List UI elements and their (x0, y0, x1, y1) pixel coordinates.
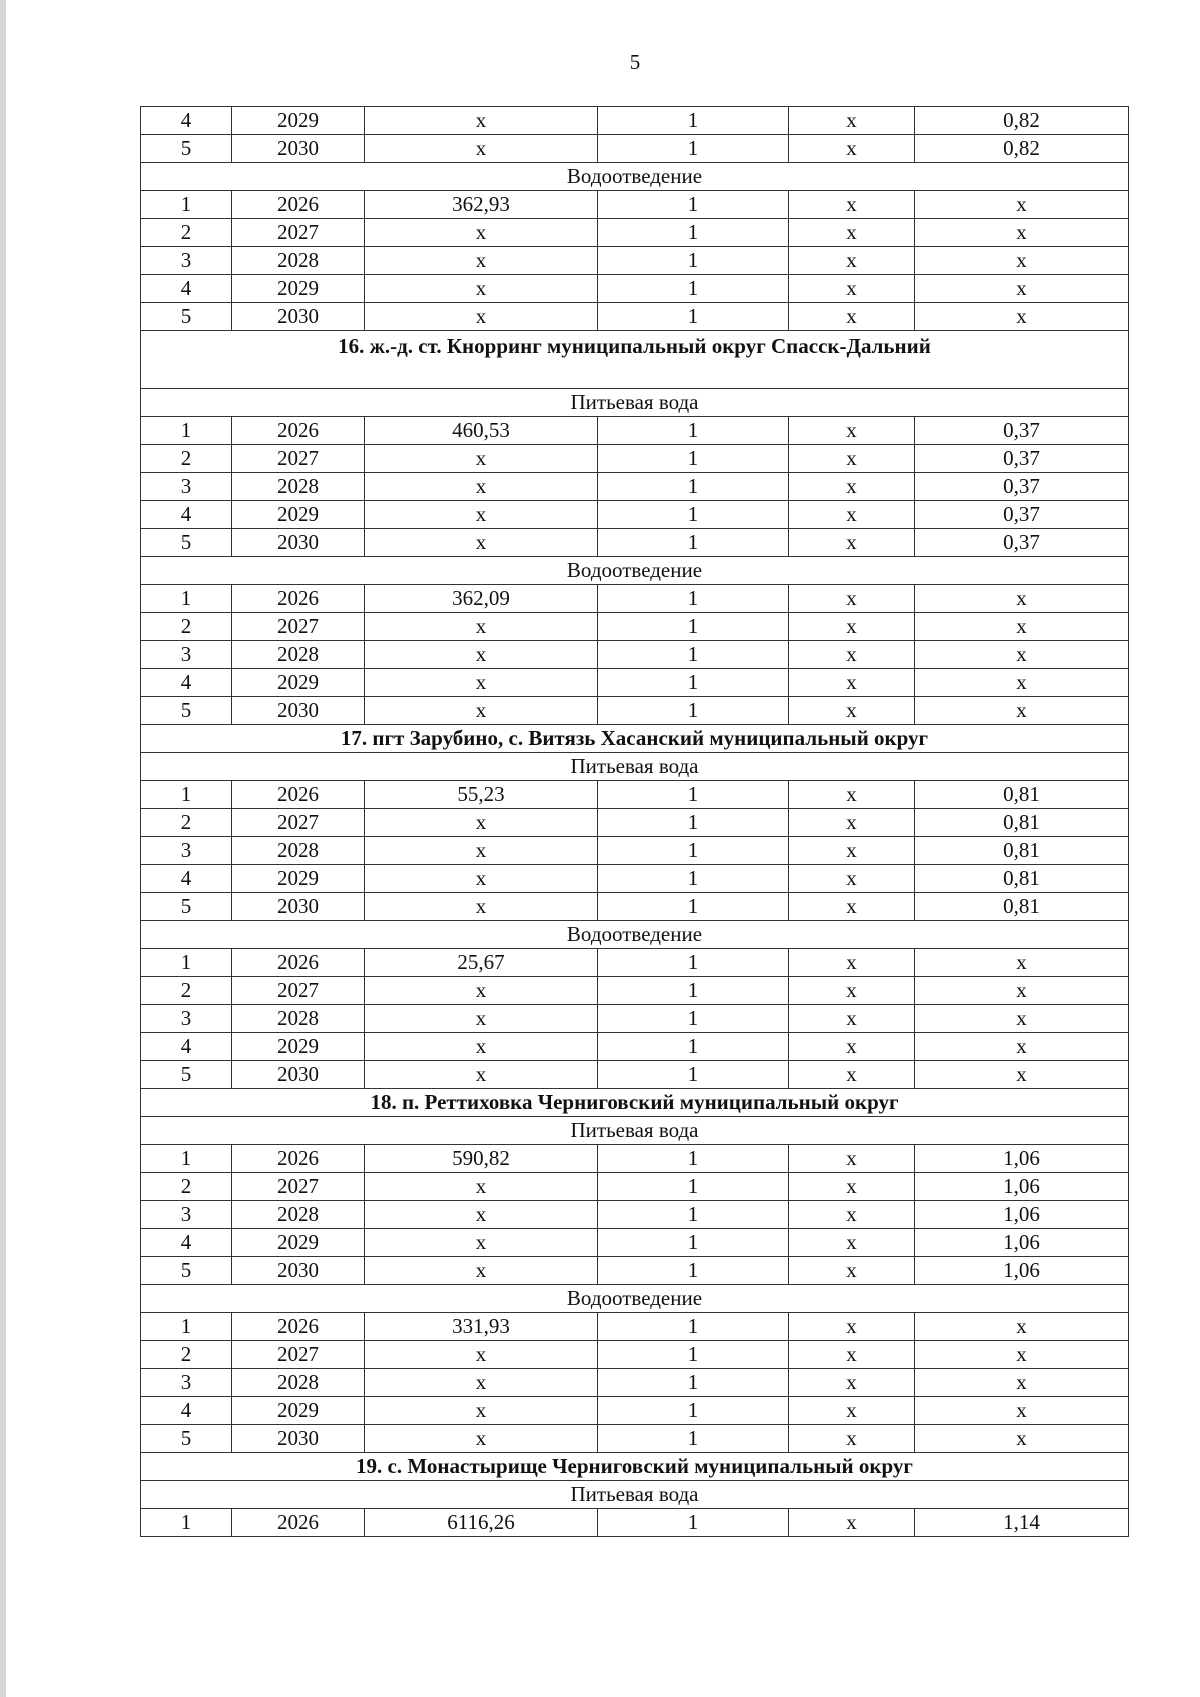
row-number-cell: 3 (141, 1369, 232, 1397)
table-row (141, 303, 1129, 331)
indicator-cell: 1,14 (915, 1509, 1129, 1537)
indicator-cell: 0,81 (915, 781, 1129, 809)
value-cell: 460,53 (365, 417, 598, 445)
row-number-cell: 1 (141, 1509, 232, 1537)
coefficient-cell: 1 (598, 1145, 789, 1173)
value-cell: х (365, 135, 598, 163)
table-row (141, 1005, 1129, 1033)
row-number-cell: 2 (141, 1341, 232, 1369)
x-cell: х (789, 1061, 915, 1089)
table-row (141, 473, 1129, 501)
table-row (141, 529, 1129, 557)
row-number-cell: 2 (141, 977, 232, 1005)
year-cell: 2030 (232, 303, 365, 331)
indicator-cell: 0,37 (915, 501, 1129, 529)
indicator-cell: 0,82 (915, 107, 1129, 135)
x-cell: х (789, 1145, 915, 1173)
coefficient-cell: 1 (598, 1369, 789, 1397)
coefficient-cell: 1 (598, 1341, 789, 1369)
indicator-cell: 0,37 (915, 417, 1129, 445)
x-cell: х (789, 1229, 915, 1257)
x-cell: х (789, 191, 915, 219)
table-row (141, 135, 1129, 163)
x-cell: х (789, 1173, 915, 1201)
coefficient-cell: 1 (598, 303, 789, 331)
table-row (141, 893, 1129, 921)
value-cell: х (365, 247, 598, 275)
value-cell: х (365, 1397, 598, 1425)
row-number-cell: 5 (141, 893, 232, 921)
x-cell: х (789, 1369, 915, 1397)
value-cell: х (365, 1229, 598, 1257)
indicator-cell: х (915, 697, 1129, 725)
section-heading-row (141, 163, 1129, 191)
year-cell: 2030 (232, 529, 365, 557)
table-row (141, 1145, 1129, 1173)
section-heading: Водоотведение (141, 557, 1129, 585)
section-heading-row (141, 389, 1129, 417)
table-row (141, 1341, 1129, 1369)
year-cell: 2030 (232, 1061, 365, 1089)
indicator-cell: 1,06 (915, 1173, 1129, 1201)
indicator-cell: х (915, 219, 1129, 247)
row-number-cell: 3 (141, 837, 232, 865)
region-heading-row (141, 1089, 1129, 1117)
x-cell: х (789, 1397, 915, 1425)
table-body (141, 107, 1129, 1537)
section-heading: Водоотведение (141, 921, 1129, 949)
page-number: 5 (629, 50, 641, 74)
year-cell: 2029 (232, 1033, 365, 1061)
section-heading: Питьевая вода (141, 1117, 1129, 1145)
year-cell: 2026 (232, 191, 365, 219)
row-number-cell: 2 (141, 809, 232, 837)
section-heading: Водоотведение (141, 163, 1129, 191)
x-cell: х (789, 445, 915, 473)
row-number-cell: 1 (141, 1145, 232, 1173)
coefficient-cell: 1 (598, 949, 789, 977)
coefficient-cell: 1 (598, 585, 789, 613)
x-cell: х (789, 949, 915, 977)
row-number-cell: 1 (141, 417, 232, 445)
year-cell: 2030 (232, 1257, 365, 1285)
value-cell: 331,93 (365, 1313, 598, 1341)
year-cell: 2029 (232, 275, 365, 303)
indicator-cell: х (915, 303, 1129, 331)
row-number-cell: 4 (141, 501, 232, 529)
table-row (141, 445, 1129, 473)
indicator-cell: 0,37 (915, 473, 1129, 501)
coefficient-cell: 1 (598, 473, 789, 501)
x-cell: х (789, 303, 915, 331)
year-cell: 2027 (232, 977, 365, 1005)
indicator-cell: 1,06 (915, 1257, 1129, 1285)
table-row (141, 1229, 1129, 1257)
row-number-cell: 5 (141, 697, 232, 725)
coefficient-cell: 1 (598, 1201, 789, 1229)
row-number-cell: 4 (141, 1229, 232, 1257)
value-cell: х (365, 865, 598, 893)
indicator-cell: 1,06 (915, 1201, 1129, 1229)
year-cell: 2027 (232, 1173, 365, 1201)
indicator-cell: х (915, 585, 1129, 613)
year-cell: 2026 (232, 949, 365, 977)
section-heading: Водоотведение (141, 1285, 1129, 1313)
table-row (141, 669, 1129, 697)
value-cell: х (365, 107, 598, 135)
x-cell: х (789, 1257, 915, 1285)
x-cell: х (789, 865, 915, 893)
x-cell: х (789, 837, 915, 865)
row-number-cell: 4 (141, 1397, 232, 1425)
table-row (141, 1173, 1129, 1201)
coefficient-cell: 1 (598, 1313, 789, 1341)
x-cell: х (789, 107, 915, 135)
year-cell: 2026 (232, 1145, 365, 1173)
year-cell: 2029 (232, 865, 365, 893)
tariff-table-container (140, 106, 1128, 1537)
coefficient-cell: 1 (598, 697, 789, 725)
table-row (141, 837, 1129, 865)
section-heading-row (141, 921, 1129, 949)
year-cell: 2029 (232, 107, 365, 135)
coefficient-cell: 1 (598, 669, 789, 697)
year-cell: 2029 (232, 501, 365, 529)
x-cell: х (789, 247, 915, 275)
region-heading: 17. пгт Зарубино, с. Витязь Хасанский муниципальный округ (141, 725, 1129, 753)
coefficient-cell: 1 (598, 135, 789, 163)
year-cell: 2027 (232, 809, 365, 837)
table-row (141, 417, 1129, 445)
row-number-cell: 5 (141, 1425, 232, 1453)
year-cell: 2026 (232, 1509, 365, 1537)
row-number-cell: 3 (141, 641, 232, 669)
coefficient-cell: 1 (598, 865, 789, 893)
x-cell: х (789, 1201, 915, 1229)
coefficient-cell: 1 (598, 1257, 789, 1285)
row-number-cell: 4 (141, 107, 232, 135)
row-number-cell: 4 (141, 275, 232, 303)
year-cell: 2028 (232, 837, 365, 865)
year-cell: 2027 (232, 613, 365, 641)
indicator-cell: 1,06 (915, 1229, 1129, 1257)
indicator-cell: 0,37 (915, 529, 1129, 557)
section-heading-row (141, 557, 1129, 585)
row-number-cell: 3 (141, 1201, 232, 1229)
row-number-cell: 1 (141, 1313, 232, 1341)
indicator-cell: х (915, 1313, 1129, 1341)
scan-edge (0, 0, 6, 1697)
x-cell: х (789, 1313, 915, 1341)
region-heading-row (141, 331, 1129, 389)
x-cell: х (789, 809, 915, 837)
coefficient-cell: 1 (598, 1509, 789, 1537)
x-cell: х (789, 1033, 915, 1061)
region-heading-row (141, 725, 1129, 753)
table-row (141, 613, 1129, 641)
table-row (141, 247, 1129, 275)
coefficient-cell: 1 (598, 1397, 789, 1425)
indicator-cell: х (915, 1341, 1129, 1369)
value-cell: х (365, 473, 598, 501)
indicator-cell: х (915, 247, 1129, 275)
value-cell: х (365, 837, 598, 865)
row-number-cell: 2 (141, 1173, 232, 1201)
table-row (141, 1201, 1129, 1229)
value-cell: х (365, 893, 598, 921)
table-row (141, 1061, 1129, 1089)
x-cell: х (789, 219, 915, 247)
x-cell: х (789, 893, 915, 921)
x-cell: х (789, 977, 915, 1005)
indicator-cell: х (915, 1005, 1129, 1033)
year-cell: 2028 (232, 247, 365, 275)
table-row (141, 949, 1129, 977)
section-heading-row (141, 753, 1129, 781)
indicator-cell: х (915, 1425, 1129, 1453)
row-number-cell: 4 (141, 1033, 232, 1061)
indicator-cell: 0,82 (915, 135, 1129, 163)
indicator-cell: х (915, 1061, 1129, 1089)
year-cell: 2026 (232, 781, 365, 809)
value-cell: х (365, 613, 598, 641)
table-row (141, 1509, 1129, 1537)
value-cell: х (365, 697, 598, 725)
value-cell: х (365, 1425, 598, 1453)
row-number-cell: 5 (141, 529, 232, 557)
coefficient-cell: 1 (598, 529, 789, 557)
x-cell: х (789, 473, 915, 501)
x-cell: х (789, 135, 915, 163)
value-cell: х (365, 445, 598, 473)
table-row (141, 1397, 1129, 1425)
indicator-cell: 0,81 (915, 865, 1129, 893)
value-cell: х (365, 303, 598, 331)
row-number-cell: 4 (141, 865, 232, 893)
coefficient-cell: 1 (598, 1033, 789, 1061)
x-cell: х (789, 669, 915, 697)
row-number-cell: 5 (141, 1257, 232, 1285)
coefficient-cell: 1 (598, 837, 789, 865)
tariff-table (140, 106, 1129, 1537)
value-cell: х (365, 1257, 598, 1285)
year-cell: 2027 (232, 219, 365, 247)
coefficient-cell: 1 (598, 1229, 789, 1257)
x-cell: х (789, 613, 915, 641)
section-heading: Питьевая вода (141, 753, 1129, 781)
year-cell: 2028 (232, 1201, 365, 1229)
row-number-cell: 1 (141, 781, 232, 809)
indicator-cell: 0,81 (915, 837, 1129, 865)
x-cell: х (789, 501, 915, 529)
year-cell: 2030 (232, 697, 365, 725)
year-cell: 2030 (232, 893, 365, 921)
row-number-cell: 3 (141, 473, 232, 501)
x-cell: х (789, 1425, 915, 1453)
indicator-cell: х (915, 191, 1129, 219)
table-row (141, 865, 1129, 893)
x-cell: х (789, 1341, 915, 1369)
x-cell: х (789, 641, 915, 669)
coefficient-cell: 1 (598, 781, 789, 809)
row-number-cell: 5 (141, 135, 232, 163)
value-cell: х (365, 1201, 598, 1229)
x-cell: х (789, 585, 915, 613)
row-number-cell: 1 (141, 191, 232, 219)
value-cell: х (365, 219, 598, 247)
value-cell: 25,67 (365, 949, 598, 977)
coefficient-cell: 1 (598, 1061, 789, 1089)
indicator-cell: 0,81 (915, 809, 1129, 837)
value-cell: х (365, 1061, 598, 1089)
year-cell: 2029 (232, 1229, 365, 1257)
year-cell: 2026 (232, 417, 365, 445)
year-cell: 2027 (232, 1341, 365, 1369)
coefficient-cell: 1 (598, 191, 789, 219)
coefficient-cell: 1 (598, 501, 789, 529)
value-cell: х (365, 1369, 598, 1397)
table-row (141, 219, 1129, 247)
row-number-cell: 2 (141, 445, 232, 473)
x-cell: х (789, 1005, 915, 1033)
indicator-cell: х (915, 977, 1129, 1005)
coefficient-cell: 1 (598, 1425, 789, 1453)
value-cell: х (365, 809, 598, 837)
value-cell: х (365, 275, 598, 303)
year-cell: 2028 (232, 1005, 365, 1033)
table-row (141, 1313, 1129, 1341)
indicator-cell: х (915, 669, 1129, 697)
coefficient-cell: 1 (598, 1173, 789, 1201)
indicator-cell: х (915, 275, 1129, 303)
indicator-cell: 0,37 (915, 445, 1129, 473)
indicator-cell: х (915, 1033, 1129, 1061)
table-row (141, 1369, 1129, 1397)
x-cell: х (789, 417, 915, 445)
coefficient-cell: 1 (598, 417, 789, 445)
row-number-cell: 4 (141, 669, 232, 697)
value-cell: х (365, 529, 598, 557)
coefficient-cell: 1 (598, 107, 789, 135)
coefficient-cell: 1 (598, 219, 789, 247)
x-cell: х (789, 1509, 915, 1537)
table-row (141, 641, 1129, 669)
coefficient-cell: 1 (598, 247, 789, 275)
year-cell: 2027 (232, 445, 365, 473)
row-number-cell: 3 (141, 1005, 232, 1033)
table-row (141, 585, 1129, 613)
table-row (141, 977, 1129, 1005)
year-cell: 2026 (232, 1313, 365, 1341)
row-number-cell: 5 (141, 1061, 232, 1089)
indicator-cell: х (915, 641, 1129, 669)
year-cell: 2028 (232, 1369, 365, 1397)
row-number-cell: 2 (141, 613, 232, 641)
row-number-cell: 1 (141, 949, 232, 977)
table-row (141, 275, 1129, 303)
table-row (141, 107, 1129, 135)
value-cell: 590,82 (365, 1145, 598, 1173)
year-cell: 2030 (232, 135, 365, 163)
row-number-cell: 3 (141, 247, 232, 275)
value-cell: х (365, 669, 598, 697)
region-heading: 18. п. Реттиховка Черниговский муниципальный округ (141, 1089, 1129, 1117)
table-row (141, 809, 1129, 837)
table-row (141, 1425, 1129, 1453)
row-number-cell: 1 (141, 585, 232, 613)
value-cell: х (365, 1173, 598, 1201)
coefficient-cell: 1 (598, 445, 789, 473)
section-heading-row (141, 1481, 1129, 1509)
section-heading: Питьевая вода (141, 1481, 1129, 1509)
year-cell: 2029 (232, 669, 365, 697)
region-heading: 16. ж.-д. ст. Кнорринг муниципальный округ Спасск-Дальний (141, 331, 1129, 389)
value-cell: х (365, 1005, 598, 1033)
value-cell: х (365, 501, 598, 529)
indicator-cell: х (915, 1397, 1129, 1425)
value-cell: х (365, 1341, 598, 1369)
row-number-cell: 2 (141, 219, 232, 247)
table-row (141, 191, 1129, 219)
section-heading: Питьевая вода (141, 389, 1129, 417)
section-heading-row (141, 1285, 1129, 1313)
indicator-cell: 1,06 (915, 1145, 1129, 1173)
section-heading-row (141, 1117, 1129, 1145)
row-number-cell: 5 (141, 303, 232, 331)
table-row (141, 501, 1129, 529)
region-heading-row (141, 1453, 1129, 1481)
x-cell: х (789, 697, 915, 725)
value-cell: х (365, 977, 598, 1005)
region-heading: 19. с. Монастырище Черниговский муниципальный округ (141, 1453, 1129, 1481)
coefficient-cell: 1 (598, 809, 789, 837)
value-cell: 362,09 (365, 585, 598, 613)
table-row (141, 781, 1129, 809)
table-row (141, 697, 1129, 725)
table-row (141, 1033, 1129, 1061)
value-cell: 6116,26 (365, 1509, 598, 1537)
value-cell: х (365, 641, 598, 669)
year-cell: 2028 (232, 641, 365, 669)
coefficient-cell: 1 (598, 275, 789, 303)
x-cell: х (789, 529, 915, 557)
year-cell: 2029 (232, 1397, 365, 1425)
coefficient-cell: 1 (598, 977, 789, 1005)
value-cell: 362,93 (365, 191, 598, 219)
x-cell: х (789, 781, 915, 809)
table-row (141, 1257, 1129, 1285)
indicator-cell: х (915, 613, 1129, 641)
year-cell: 2028 (232, 473, 365, 501)
value-cell: 55,23 (365, 781, 598, 809)
coefficient-cell: 1 (598, 613, 789, 641)
x-cell: х (789, 275, 915, 303)
indicator-cell: х (915, 1369, 1129, 1397)
year-cell: 2030 (232, 1425, 365, 1453)
value-cell: х (365, 1033, 598, 1061)
year-cell: 2026 (232, 585, 365, 613)
indicator-cell: х (915, 949, 1129, 977)
indicator-cell: 0,81 (915, 893, 1129, 921)
coefficient-cell: 1 (598, 893, 789, 921)
coefficient-cell: 1 (598, 1005, 789, 1033)
coefficient-cell: 1 (598, 641, 789, 669)
